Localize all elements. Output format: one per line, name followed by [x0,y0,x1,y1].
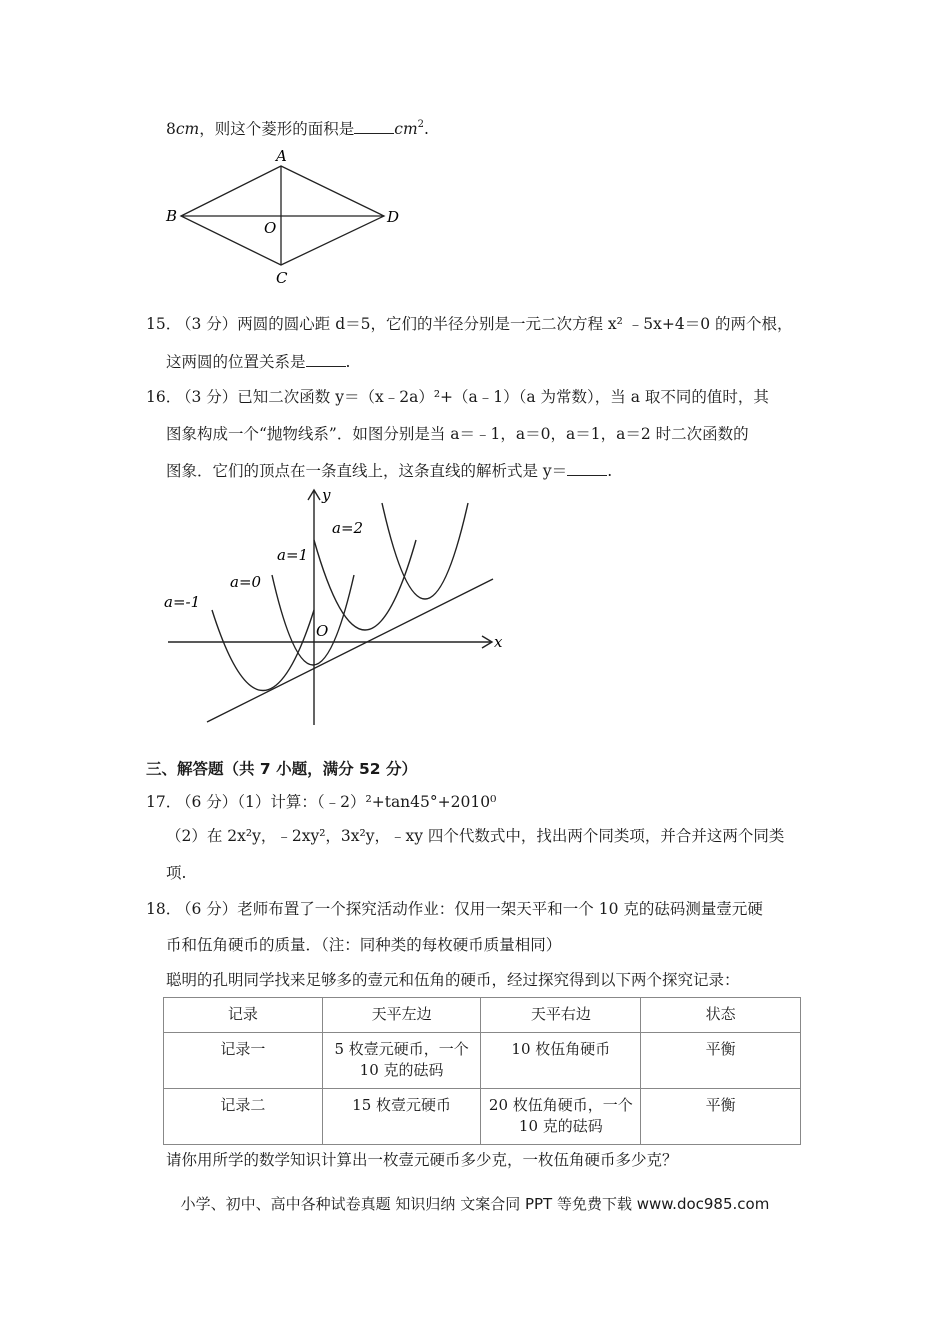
label-origin: O [316,622,329,640]
table-cell: 记录一 [164,1033,323,1089]
parabola-graph [160,485,505,730]
q18-line1: （6 分）老师布置了一个探究活动作业：仅用一架天平和一个 10 克的砝码测量壹元硬 [176,900,763,918]
label-o: O [264,219,277,237]
q18-number: 18． [146,900,182,918]
table-cell: 5 枚壹元硬币，一个 10 克的砝码 [322,1033,481,1089]
q17-number: 17． [146,793,182,811]
label-a0: a=0 [230,573,262,591]
parabola-a-neg1 [212,610,314,691]
label-a2: a=2 [332,519,364,537]
q18-question: 请你用所学的数学知识计算出一枚壹元硬币多少克，一枚伍角硬币多少克？ [166,1151,678,1169]
record-table [163,997,801,1145]
q17-line1: （6 分）（1）计算：（﹣2）²+tan45°+2010⁰ [176,793,497,811]
label-b: B [166,207,178,225]
label-x: x [494,633,503,651]
rhombus-figure [160,145,410,290]
table-header-cell: 天平左边 [322,998,481,1033]
table-header-cell: 记录 [164,998,323,1033]
q16-line2: 图象构成一个“抛物线系”．如图分别是当 a＝﹣1，a＝0，a＝1，a＝2 时二次函数的 [166,425,749,443]
table-header-cell: 状态 [641,998,801,1033]
table-cell: 20 枚伍角硬币，一个 10 克的砝码 [481,1089,641,1145]
label-d: D [387,208,400,226]
table-row [164,1033,801,1089]
page-footer: 小学、初中、高中各种试卷真题 知识归纳 文案合同 PPT 等免费下载 www.doc985.com [180,1195,770,1213]
table-cell: 平衡 [641,1089,801,1145]
table-cell: 记录二 [164,1089,323,1145]
label-a1: a=1 [277,546,309,564]
table-cell: 10 枚伍角硬币 [481,1033,641,1089]
q17-line3: 项. [166,864,187,882]
table-cell: 15 枚壹元硬币 [322,1089,481,1145]
q16-line1: （3 分）已知二次函数 y＝（x﹣2a）²+（a﹣1）（a 为常数），当 a 取不同的值时，其 [176,388,769,406]
parabola-a0 [272,575,354,665]
answer-blank [354,119,394,134]
q15-line1: （3 分）两圆的圆心距 d＝5，它们的半径分别是一元二次方程 x² ﹣5x+4＝0 的两个根， [176,315,793,333]
q16-line3: 图象．它们的顶点在一条直线上，这条直线的解析式是 y＝ . [166,462,613,480]
q15-number: 15． [146,315,182,333]
answer-blank [306,352,346,367]
q17-line2: （2）在 2x²y，﹣2xy²，3x²y，﹣xy 四个代数式中，找出两个同类项，并合并这两个同类 [166,827,785,845]
table-header-cell: 天平右边 [481,998,641,1033]
q14-tail: 8cm，则这个菱形的面积是 $cm^2$. [166,119,429,138]
parabola-a1 [314,540,416,630]
answer-blank [567,461,607,476]
label-a-neg1: a=-1 [164,593,201,611]
label-a: A [276,147,287,165]
q16-number: 16． [146,388,182,406]
table-cell: 平衡 [641,1033,801,1089]
label-c: C [276,269,288,287]
section-heading: 三、解答题（共 7 小题，满分 52 分） [146,760,417,778]
vertex-line [207,579,493,722]
table-row [164,1089,801,1145]
q18-line3: 聪明的孔明同学找来足够多的壹元和伍角的硬币，经过探究得到以下两个探究记录： [166,971,740,989]
parabola-a2 [382,503,468,599]
table-header-row [164,998,801,1033]
q18-line2: 币和伍角硬币的质量．（注：同种类的每枚硬币质量相同） [166,936,562,954]
label-y: y [322,486,331,504]
q15-line2: 这两圆的位置关系是 . [166,353,351,371]
